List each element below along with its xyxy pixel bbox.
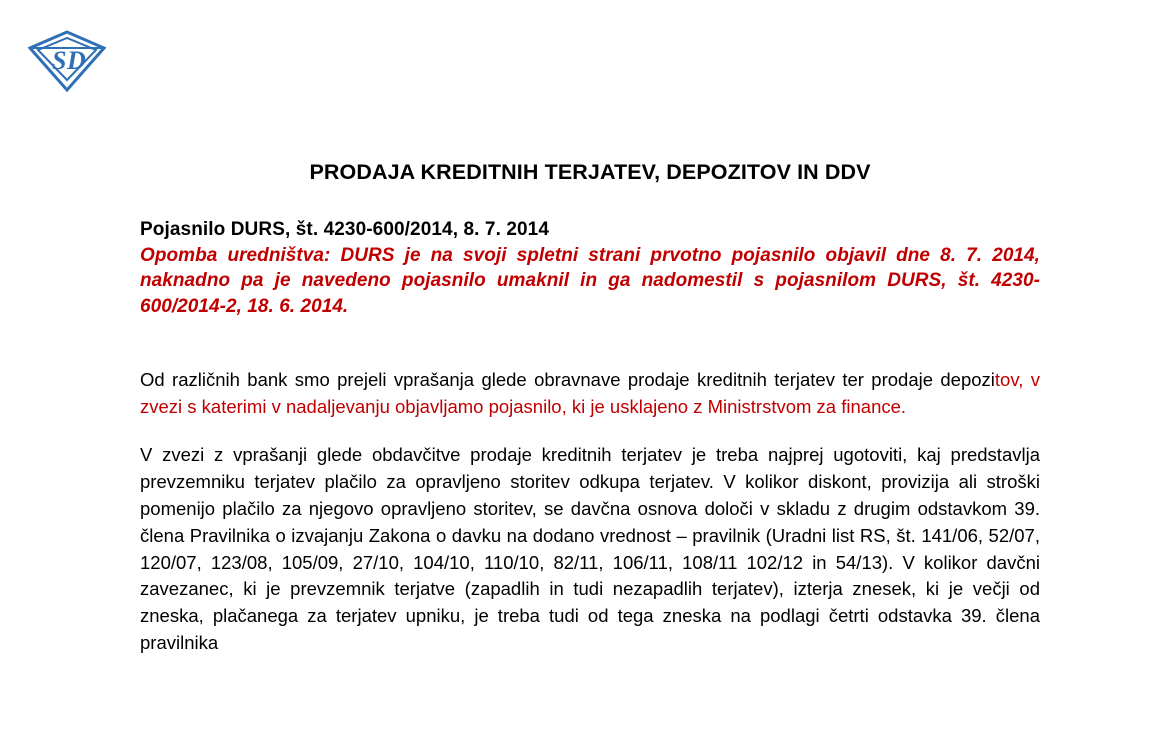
svg-text:S: S (52, 46, 67, 75)
body-paragraph-1 (140, 367, 1040, 421)
document-content (140, 160, 1040, 657)
spacer (140, 420, 1040, 442)
paragraph-1-black: Od različnih bank smo prejeli vprašanja glede obravnave prodaje kreditnih terjatev ter prodaje depozi (140, 368, 995, 390)
document-subtitle: Pojasnilo DURS, št. 4230-600/2014, 8. 7. 2014 (140, 219, 550, 240)
page-title: PRODAJA KREDITNIH TERJATEV, DEPOZITOV IN DDV (309, 160, 871, 184)
editor-note: Opomba uredništva: DURS je na svoji spletni strani prvotno pojasnilo objavil dne 8. 7. 2014, naknadno pa je navedeno pojasnilo umaknil in ga nadomestil s pojasnilom DURS, št. 4230-600/2014-2, 18. 6. 2014. (140, 245, 1040, 317)
spacer (140, 319, 1040, 367)
svg-text:D: D (67, 46, 86, 75)
body-paragraph-2: V zvezi z vprašanji glede obdavčitve prodaje kreditnih terjatev je treba najprej ugotoviti, kaj predstavlja prevzemniku terjatev plačilo za opravljeno storitev odkupa terjatev. V kolikor diskont, provizija ali stroški pomenijo plačilo za njegovo opravljeno storitev, se davčna osnova določi v skladu z drugim odstavkom 39. člena Pravilnika o izvajanju Zakona o davku na dodano vrednost – pravilnik (Uradni list RS, št. 141/06, 52/07, 120/07, 123/08, 105/09, 27/10, 104/10, 110/10, 82/11, 106/11, 108/11 102/12 in 54/13). V kolikor davčni zavezanec, ki je prevzemnik terjatve (zapadlih in tudi nezapadlih terjatev), izterja znesek, ki je večji od zneska, plačanega za terjatev upniku, je treba tudi od tega zneska na podlagi četrti odstavka 39. člena pravilnika (140, 444, 1040, 654)
paragraph-1-red: tov, v zvezi s katerimi v nadaljevanju objavljamo pojasnilo, ki je usklajeno z Ministrstvom za finance. (140, 368, 1040, 417)
sd-logo (22, 28, 112, 94)
